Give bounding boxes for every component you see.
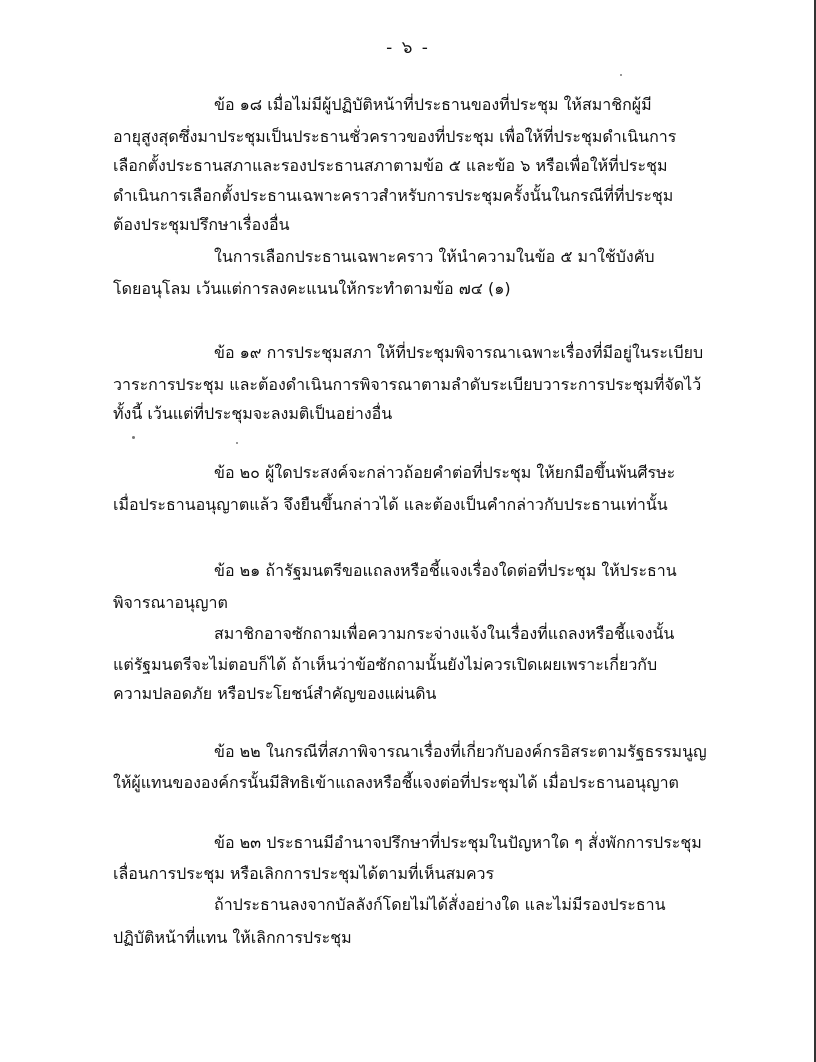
clause-text-line: แต่รัฐมนตรีจะไม่ตอบก็ได้ ถ้าเห็นว่าข้อซักถามนั้นยังไม่ควรเปิดเผยเพราะเกี่ยวกับ (113, 655, 658, 674)
clause-text-line: สมาชิกอาจซักถามเพื่อความกระจ่างแจ้งในเรื่องที่แถลงหรือชี้แจงนั้น (214, 624, 675, 643)
page-number: - ๖ - (386, 38, 430, 58)
clause-text-line: วาระการประชุม และต้องดำเนินการพิจารณาตามลำดับระเบียบวาระการประชุมที่จัดไว้ (113, 375, 702, 394)
clause-text-line: ให้ผู้แทนขององค์กรนั้นมีสิทธิเข้าแถลงหรือชี้แจงต่อที่ประชุมได้ เมื่อประธานอนุญาต (113, 773, 679, 792)
scan-speck (132, 436, 135, 439)
scan-speck (620, 74, 622, 76)
clause-text-line: ข้อ ๒๓ ประธานมีอำนาจปรึกษาที่ประชุมในปัญหาใด ๆ สั่งพักการประชุม (214, 833, 702, 852)
clause-text-line: ทั้งนี้ เว้นแต่ที่ประชุมจะลงมติเป็นอย่างอื่น (113, 404, 393, 423)
scan-speck (236, 442, 238, 444)
clause-text-line: เลื่อนการประชุม หรือเลิกการประชุมได้ตามที่เห็นสมควร (113, 864, 495, 883)
clause-text-line: ความปลอดภัย หรือประโยชน์สำคัญของแผ่นดิน (113, 684, 437, 703)
clause-text-line: เมื่อประธานอนุญาตแล้ว จึงยืนขึ้นกล่าวได้ และต้องเป็นคำกล่าวกับประธานเท่านั้น (113, 495, 668, 514)
clause-text-line: อายุสูงสุดซึ่งมาประชุมเป็นประธานชั่วคราวของที่ประชุม เพื่อให้ที่ประชุมดำเนินการ (113, 127, 677, 146)
clause-text-line: โดยอนุโลม เว้นแต่การลงคะแนนให้กระทำตามข้อ ๗๔ (๑) (113, 279, 511, 298)
clause-text-line: ต้องประชุมปรึกษาเรื่องอื่น (113, 215, 290, 234)
clause-text-line: ข้อ ๒๑ ถ้ารัฐมนตรีขอแถลงหรือชี้แจงเรื่องใดต่อที่ประชุม ให้ประธาน (214, 561, 677, 580)
clause-text-line: ในการเลือกประธานเฉพาะคราว ให้นำความในข้อ ๕ มาใช้บังคับ (214, 247, 655, 266)
clause-text-line: ดำเนินการเลือกตั้งประธานเฉพาะคราวสำหรับการประชุมครั้งนั้นในกรณีที่ที่ประชุม (113, 186, 674, 205)
clause-text-line: เลือกตั้งประธานสภาและรองประธานสภาตามข้อ ๕ และข้อ ๖ หรือเพื่อให้ที่ประชุม (113, 156, 668, 175)
clause-text-line: ปฏิบัติหน้าที่แทน ให้เลิกการประชุม (113, 928, 352, 947)
clause-text-line: ข้อ ๒๒ ในกรณีที่สภาพิจารณาเรื่องที่เกี่ยวกับองค์กรอิสระตามรัฐธรรมนูญ (214, 742, 707, 761)
clause-text-line: ข้อ ๒๐ ผู้ใดประสงค์จะกล่าวถ้อยคำต่อที่ประชุม ให้ยกมือขึ้นพ้นศีรษะ (214, 463, 676, 482)
clause-text-line: ถ้าประธานลงจากบัลลังก์โดยไม่ได้สั่งอย่างใด และไม่มีรองประธาน (214, 895, 666, 914)
clause-text-line: ข้อ ๑๙ การประชุมสภา ให้ที่ประชุมพิจารณาเฉพาะเรื่องที่มีอยู่ในระเบียบ (214, 343, 704, 362)
clause-text-line: พิจารณาอนุญาต (113, 593, 228, 612)
clause-text-line: ข้อ ๑๘ เมื่อไม่มีผู้ปฏิบัติหน้าที่ประธานของที่ประชุม ให้สมาชิกผู้มี (214, 95, 652, 114)
